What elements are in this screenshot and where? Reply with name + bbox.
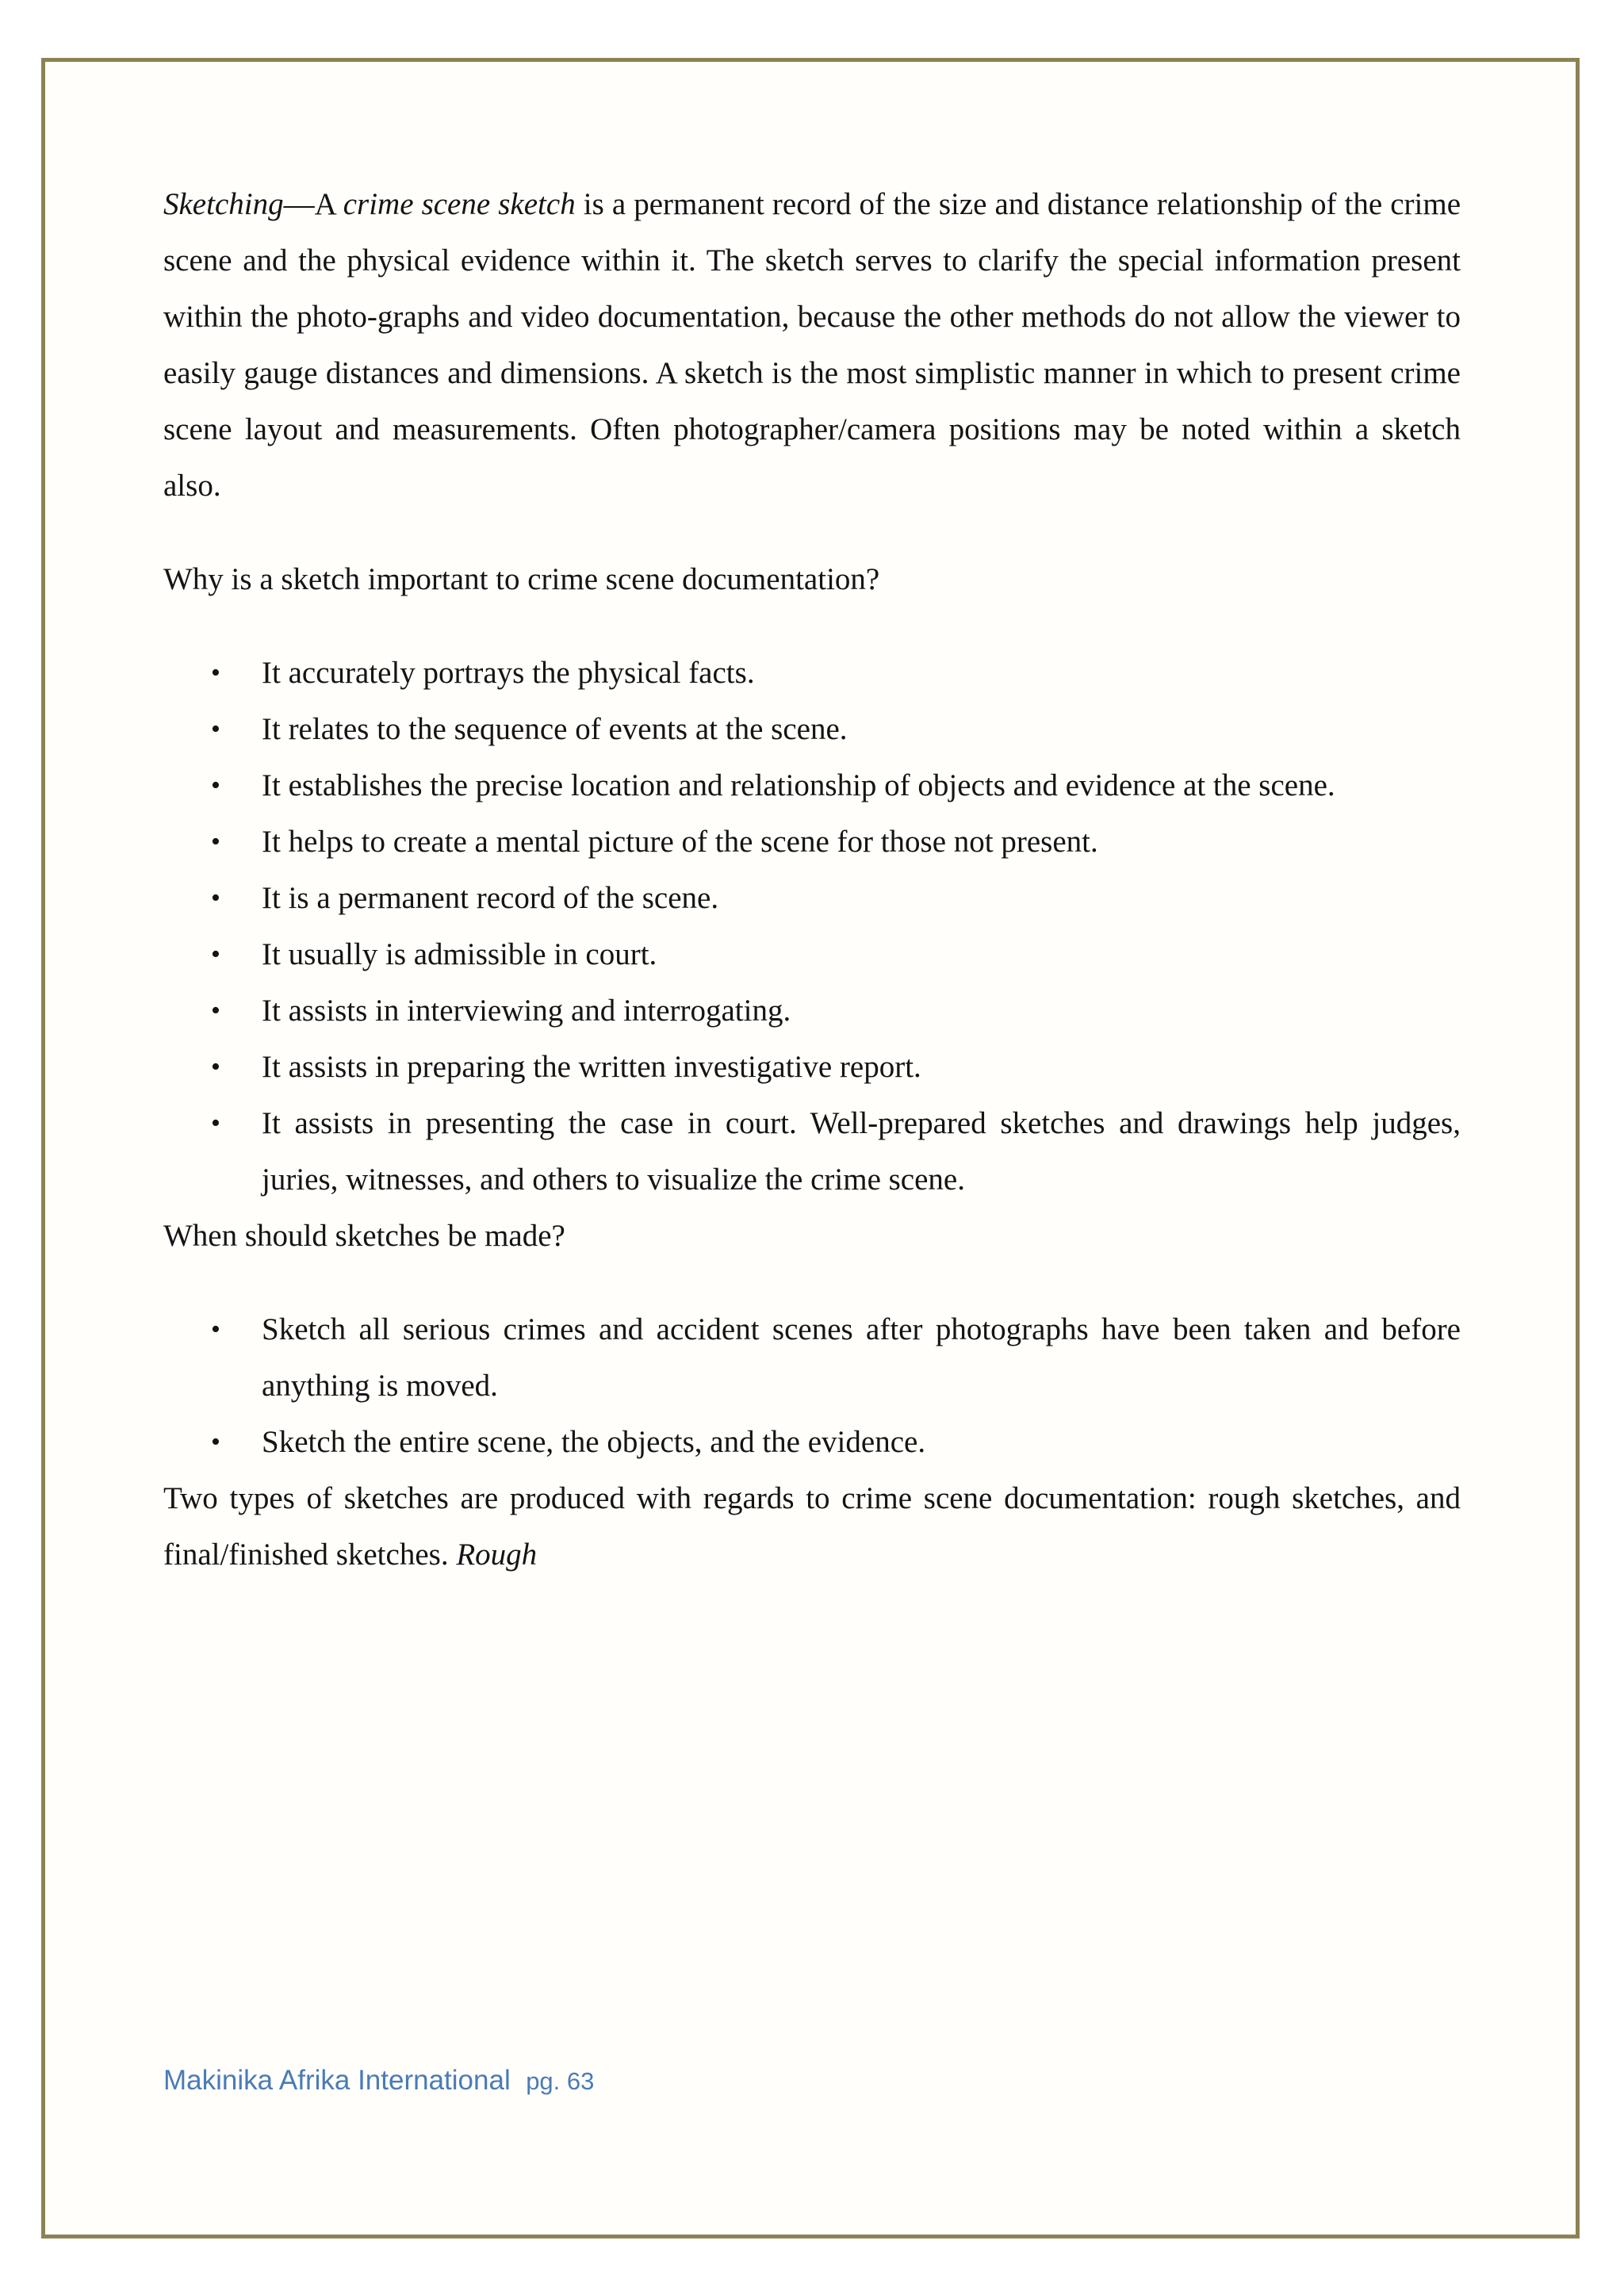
bullet-icon: • <box>211 1109 220 1138</box>
list-item: • It helps to create a mental picture of the scene for those not present. <box>163 814 1461 870</box>
bullet-icon: • <box>211 940 220 969</box>
closing-text: Two types of sketches are produced with regards to crime scene documentation: rough sketches, and final/finished sketches. <box>163 1481 1461 1572</box>
bullet-icon: • <box>211 771 220 800</box>
page-footer <box>163 2065 594 2097</box>
list-item: • Sketch the entire scene, the objects, and the evidence. <box>163 1414 1461 1470</box>
intro-term-2: crime scene sketch <box>343 187 576 221</box>
bullet-icon: • <box>211 714 220 744</box>
list-item: • It accurately portrays the physical facts. <box>163 645 1461 701</box>
list-item: • It assists in presenting the case in court. Well-prepared sketches and drawings help judges, juries, witnesses, and others to visualize the crime scene. <box>163 1095 1461 1208</box>
list-item: • It establishes the precise location and relationship of objects and evidence at the scene. <box>163 757 1461 814</box>
closing-italic: Rough <box>456 1538 538 1572</box>
question-why: Why is a sketch important to crime scene documentation? <box>163 562 880 596</box>
intro-text: is a permanent record of the size and distance relationship of the crime scene and the physical evidence within it. The sketch serves to clarify the special information present within the photo-graphs and video documentation, because the other methods do not allow the viewer to easily gauge distances and dimensions. A sketch is the most simplistic manner in which to present crime scene layout and measurements. Often photographer/camera positions may be noted within a sketch also. <box>163 187 1461 503</box>
footer-page-number: pg. 63 <box>526 2067 595 2095</box>
list-item: • It assists in interviewing and interrogating. <box>163 982 1461 1039</box>
intro-dash: —A <box>283 187 343 221</box>
list-item: • It assists in preparing the written investigative report. <box>163 1039 1461 1095</box>
bullet-icon: • <box>211 1427 220 1457</box>
intro-term: Sketching <box>163 187 284 221</box>
closing-paragraph <box>163 1470 1461 1583</box>
bullet-icon: • <box>211 996 220 1025</box>
intro-paragraph <box>163 176 1461 514</box>
bullet-icon: • <box>211 827 220 856</box>
list-item: • It is a permanent record of the scene. <box>163 870 1461 926</box>
bullet-icon: • <box>211 658 220 687</box>
when-list <box>163 1301 1461 1470</box>
bullet-icon: • <box>211 883 220 913</box>
bullet-icon: • <box>211 1315 220 1344</box>
list-item: • Sketch all serious crimes and accident scenes after photographs have been taken and before anything is moved. <box>163 1301 1461 1414</box>
question-when: When should sketches be made? <box>163 1219 565 1253</box>
footer-publisher: Makinika Afrika International <box>163 2065 511 2096</box>
document-body <box>163 176 1461 1583</box>
list-item: • It usually is admissible in court. <box>163 926 1461 982</box>
importance-list <box>163 645 1461 1208</box>
list-item: • It relates to the sequence of events at the scene. <box>163 701 1461 757</box>
bullet-icon: • <box>211 1052 220 1082</box>
